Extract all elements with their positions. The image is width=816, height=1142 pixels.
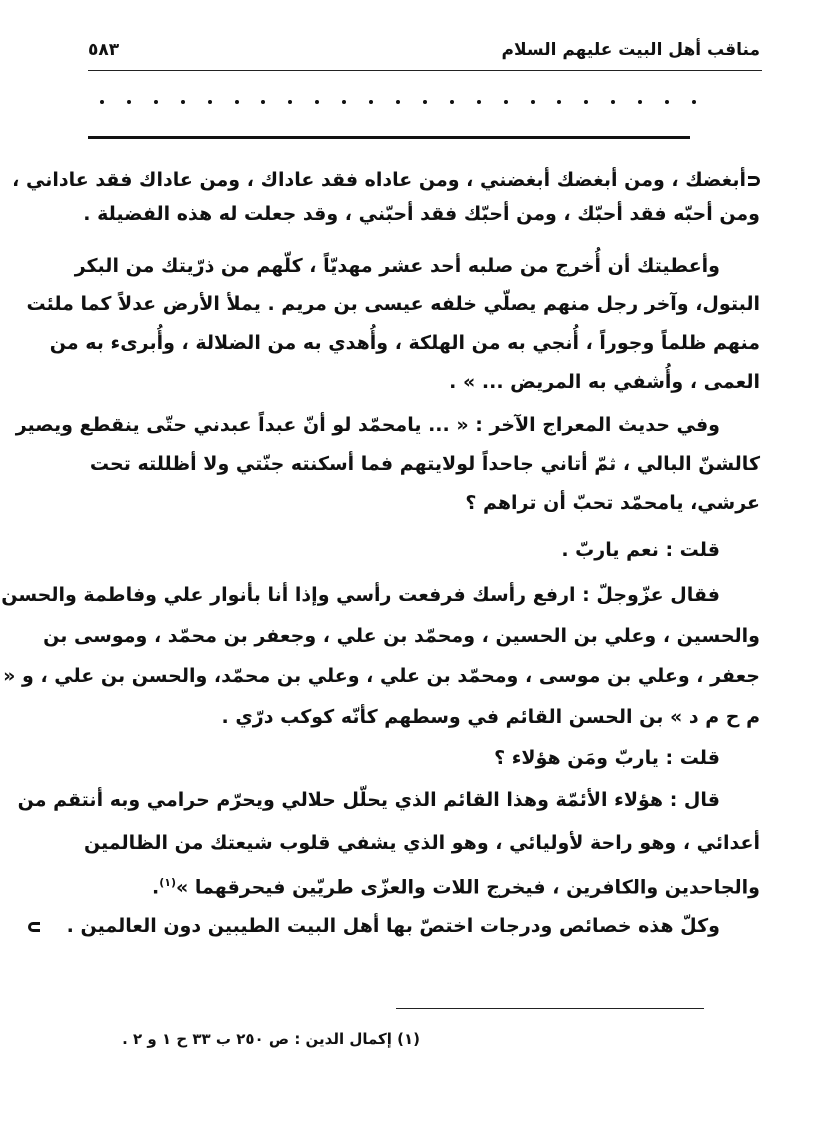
text-line: وأعطيتك أن أُخرج من صلبه أحد عشر مهديّاً ، كلّهم من ذرّيتك من البكر (74, 255, 720, 277)
text-line: البتول، وآخر رجل منهم يصلّي خلفه عيسى بن مريم . يملأ الأرض عدلاً كما ملئت (26, 293, 760, 315)
text-line: فقال عزّوجلّ : ارفع رأسك فرفعت رأسي وإذا أنا بأنوار علي وفاطمة والحسن (1, 584, 720, 606)
running-title: مناقب أهل البيت عليهم السلام (501, 40, 760, 60)
text-line: كالشنّ البالي ، ثمّ أتاني جاحداً لولايتهم فما أسكنته جنّتي ولا أظللته تحت (89, 453, 760, 475)
text-line: ومن أحبّه فقد أحبّك ، ومن أحبّك فقد أحبّني ، وقد جعلت له هذه الفضيلة . (83, 203, 760, 225)
section-rule (88, 136, 690, 139)
header-rule (88, 70, 762, 71)
footnote-rule (396, 1008, 704, 1009)
quote-ornament-icon (746, 174, 760, 188)
text-line: العمى ، وأُشفي به المريض ... » . (449, 371, 760, 393)
text-line: أبغضك ، ومن أبغضك أبغضني ، ومن عاداه فقد عاداك ، ومن عاداك فقد عاداني ، (90, 166, 760, 194)
text-line: عرشي، يامحمّد تحبّ أن تراهم ؟ (465, 492, 760, 514)
text-line: قلت : ياربّ ومَن هؤلاء ؟ (494, 747, 720, 769)
text-line: والحسين ، وعلي بن الحسين ، ومحمّد بن علي ، وجعفر بن محمّد ، وموسى بن (43, 625, 760, 647)
text-line: وفي حديث المعراج الآخر : « ... يامحمّد لو أنّ عبداً عبدني حتّى ينقطع ويصير (15, 414, 720, 436)
page-number: ٥٨٣ (88, 40, 120, 60)
footnote: (١) إكمال الدين : ص ٢٥٠ ب ٣٣ ح ١ و ٢ . (122, 1030, 420, 1048)
text-line: قلت : نعم ياربّ . (561, 539, 720, 561)
text-line: قال : هؤلاء الأئمّة وهذا القائم الذي يحلّل حلالي ويحرّم حرامي وبه أنتقم من (17, 789, 720, 811)
text-line: منهم ظلماً وجوراً ، أُنجي به من الهلكة ، وأُهدي به من الضلالة ، وأُبرىء به من (49, 332, 760, 354)
quote-ornament-icon (28, 920, 42, 934)
footnote-reference[interactable]: (١) (159, 876, 177, 889)
text-line: جعفر ، وعلي بن موسى ، ومحمّد بن علي ، وعلي بن محمّد، والحسن بن علي ، و « (3, 665, 760, 687)
text-line: أعدائي ، وهو راحة لأوليائي ، وهو الذي يشفي قلوب شيعتك من الظالمين (83, 832, 760, 854)
text-line: والجاحدين والكافرين ، فيخرج اللات والعزّى طريّين فيحرقهما »$^{(١)}$. (152, 876, 760, 899)
text-line: وكلّ هذه خصائص ودرجات اختصّ بها أهل البيت الطيبين دون العالمين . (90, 912, 720, 940)
text-line: م ح م د » بن الحسن القائم في وسطهم كأنّه كوكب درّي . (221, 706, 760, 728)
dotted-separator (100, 100, 696, 104)
